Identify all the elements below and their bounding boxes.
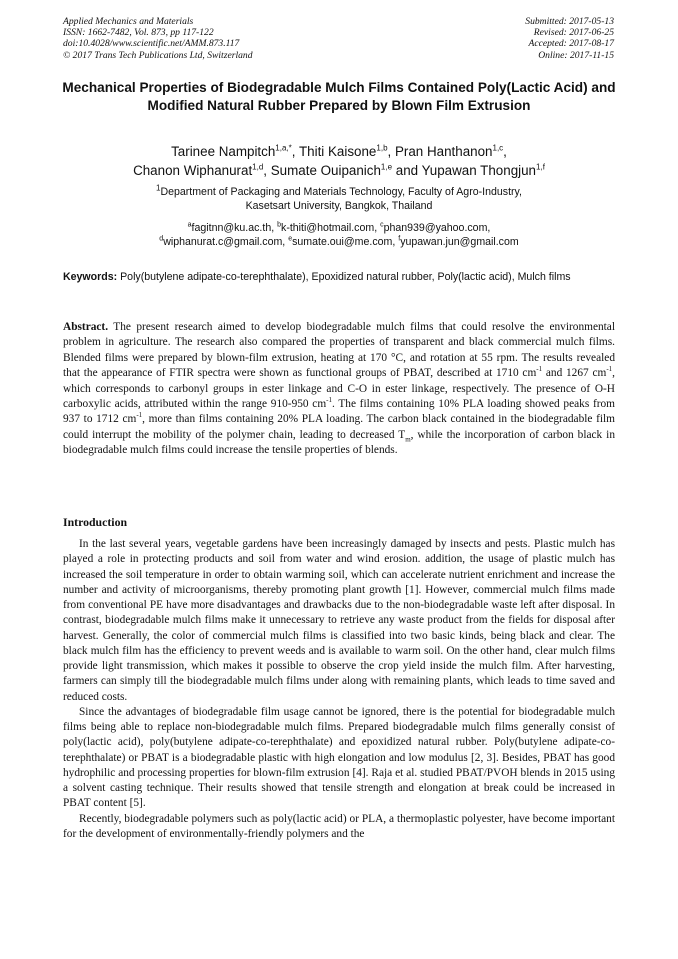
author-affiliation-mark: 1,d: [252, 162, 264, 172]
online-date: Online: 2017-11-15: [538, 49, 614, 61]
article-doi[interactable]: doi:10.4028/www.scientific.net/AMM.873.117: [63, 38, 240, 50]
accepted-date: Accepted: 2017-08-17: [528, 38, 614, 50]
section-heading-introduction: Introduction: [63, 515, 128, 529]
abstract-label: Abstract.: [63, 321, 109, 333]
superscript: -1: [326, 396, 332, 405]
email-link[interactable]: fagitnn@ku.ac.th: [191, 222, 272, 234]
abstract-text: , while the incorporation of carbon black in biodegradable mulch films could increase the tensile properties of blends.: [63, 428, 616, 457]
paragraph: Since the advantages of biodegradable film usage cannot be ignored, there is the potential for biodegradable mulch films being able to replace non-biodegradable mulch films. Prepared biodegradable mulch films generally consist of poly(lactic acid), poly(butylene adipate-co-terephthalate) and epoxidized natural rubber. Poly(butylene adipate-co-terephthalate) or PBAT is a biodegradable plastic with high elongation and low modulus [2, 3]. Besides, PBAT has good hydrophilic and processing properties for blown-film extrusion [4]. Raja et al. studied PBAT/PVOH blends in 2015 using a solvent casting technique. Their results showed that tensile strength and elongation at break could be increased in PBAT content [5].: [63, 705, 615, 810]
keywords: [63, 270, 615, 284]
publication-dates: [525, 16, 614, 61]
author-list: Tarinee Nampitch$^{1,a,*}$, Thiti Kaisone$^{1,b}$, Pran Hanthanon$^{1,c}$, Chanon Wiphanurat$^{1,d}$, Sumate Ouipanich$^{1,e}$ and Yupawan Thongjun$^{1,f}$: [133, 143, 545, 178]
copyright-notice: © 2017 Trans Tech Publications Ltd, Switzerland: [63, 49, 253, 61]
author-separator: ,: [387, 144, 395, 159]
keywords-label: Keywords:: [63, 271, 118, 283]
affiliation-mark: 1: [155, 183, 161, 193]
superscript: -1: [606, 365, 613, 374]
paragraph: In the last several years, vegetable gardens have been increasingly damaged by insects and pests. Plastic mulch has played a role in protecting products and soil from water and wind erosion. addition, the usage of plastic mulch has increased the soil temperature in order to obtain warming soil, which can accelerate nutrient enrichment and increase the number and activity of microorganisms, thereby promoting plant growth [1]. However, commercial mulch films made from conventional PE have more disadvantages and drawbacks due to the non-biodegradable waste left after disposal. In contrast, biodegradable mulch films make it unnecessary to retrieve any waste product from the fields for disposal after harvest. Generally, the color of commercial mulch films is classified into two basic kinds, being black and clear. The black mulch film has the efficiency to prevent weeds and is available to warm soil. On the other hand, clear mulch films provide light transmission, which makes it possible to observe the crop yield inside the mulch film. After harvesting, farmers can simply till the biodegradable mulch films under along with remaining plants, which leads to time saved and reduced costs.: [63, 538, 615, 703]
abstract-text: and 1267 cm: [542, 367, 607, 380]
journal-header: [63, 16, 253, 61]
author-name: Sumate Ouipanich: [270, 163, 381, 178]
author-name: Pran Hanthanon: [394, 144, 493, 159]
affiliation: [40, 185, 638, 214]
author-affiliation-mark: 1,a,*: [275, 143, 292, 153]
email-mark: d: [159, 235, 164, 243]
email-mark: e: [288, 235, 293, 243]
email-mark: c: [380, 221, 384, 229]
author-name: Tarinee Nampitch: [171, 144, 276, 159]
author-separator: ,: [263, 163, 271, 178]
author-separator: ,: [291, 144, 299, 159]
author-name: Yupawan Thongjun: [421, 163, 537, 178]
email-link[interactable]: phan939@yahoo.com: [383, 222, 488, 234]
abstract-text: The present research aimed to develop biodegradable mulch films that could resolve the environmental problem in agriculture. The research also compared the properties of transparent and black commercial mulch films. Blended films were prepared by blown-film extrusion, heating at 170 °C, and rotation at 55 rpm. The results revealed that the appearance of FTIR spectra were shown as functional groups of PBAT, described at 1710 cm: [63, 321, 615, 380]
affiliation-line: Department of Packaging and Materials Technology, Faculty of Agro-Industry,: [160, 186, 522, 198]
abstract-text: , more than films containing 20% PLA loading. The carbon black contained in the biodegradable film could interrupt the mobility of the polymer chain, leading to decreased T: [63, 413, 615, 441]
author-emails: $^a$fagitnn@ku.ac.th, $^b$k-thiti@hotmail.com, $^c$phan939@yahoo.com, $^d$wiphanurat.c@gmail.com, $^e$sumate.oui@me.com, $^f$yupawan.jun@gmail.com: [159, 221, 519, 249]
superscript: -1: [536, 365, 543, 374]
submitted-date: Submitted: 2017-05-13: [525, 16, 614, 27]
superscript: -1: [136, 411, 143, 420]
journal-name: Applied Mechanics and Materials: [63, 16, 194, 27]
affiliation-line: Kasetsart University, Bangkok, Thailand: [245, 200, 433, 213]
paragraph: Recently, biodegradable polymers such as poly(lactic acid) or PLA, a thermoplastic polyester, have become important for the development of environmentally-friendly polymers and the: [63, 812, 615, 840]
author-affiliation-mark: 1,b: [376, 143, 388, 153]
subscript: m: [405, 435, 411, 444]
author-separator: and: [392, 163, 422, 178]
email-link[interactable]: wiphanurat.c@gmail.com: [163, 236, 283, 249]
introduction-body: [63, 537, 615, 842]
author-name: Thiti Kaisone: [298, 144, 377, 159]
keywords-text: Poly(butylene adipate-co-terephthalate), Epoxidized natural rubber, Poly(lactic acid), Mulch films: [117, 271, 571, 283]
revised-date: Revised: 2017-06-25: [533, 27, 614, 39]
abstract-text: . The films containing 10% PLA loading showed peaks from 937 to 1712 cm: [63, 398, 616, 426]
author-affiliation-mark: 1,e: [380, 162, 393, 172]
email-mark: a: [187, 221, 192, 229]
abstract: [63, 320, 615, 459]
author-affiliation-mark: 1,f: [536, 162, 545, 172]
email-mark: b: [277, 221, 282, 229]
email-link[interactable]: sumate.oui@me.com: [292, 236, 393, 249]
journal-issn: ISSN: 1662-7482, Vol. 873, pp 117-122: [63, 27, 214, 39]
author-affiliation-mark: 1,c: [492, 143, 504, 153]
email-link[interactable]: k-thiti@hotmail.com: [281, 222, 375, 234]
email-mark: f: [398, 235, 401, 243]
paper-title: Mechanical Properties of Biodegradable Mulch Films Contained Poly(Lactic Acid) and Modified Natural Rubber Prepared by Blown Film Extrusion: [62, 80, 616, 114]
email-link[interactable]: yupawan.jun@gmail.com: [400, 236, 519, 249]
abstract-text: , which corresponds to carbonyl groups in ester linkage and C-O in ester linkage, respectively. The presence of O-H carboxylic acids, attributed within the range 910-950 cm: [63, 367, 615, 411]
author-name: Chanon Wiphanurat: [133, 163, 253, 178]
